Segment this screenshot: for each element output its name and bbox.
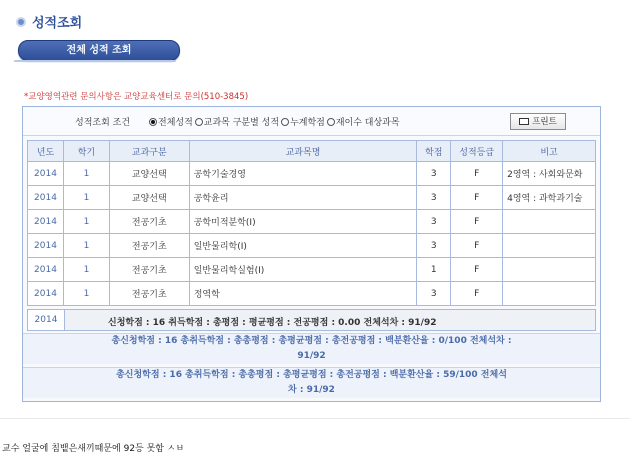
radio-icon[interactable]	[281, 118, 289, 126]
option-cumulative[interactable]: 누계학점	[281, 115, 325, 128]
summary-text: 신청학점 : 16 취득학점 : 총평점 : 평균평점 : 전공평점 : 0.00 전체석차 : 91/92	[108, 318, 437, 328]
col-note: 비고	[503, 141, 596, 162]
radio-icon[interactable]	[195, 118, 203, 126]
radio-icon[interactable]	[149, 118, 157, 126]
table-row: 2014 1 전공기초 일반물리학(I) 3 F	[28, 234, 596, 258]
page-title	[16, 12, 82, 31]
view-all-grades-button[interactable]: 전체 성적 조회	[18, 40, 180, 61]
divider	[0, 418, 630, 419]
page-title-text: 성적조회	[32, 16, 83, 31]
table-row: 2014 1 전공기초 정역학 3 F	[28, 282, 596, 306]
option-by-category[interactable]: 교과목 구분별 성적	[195, 115, 279, 128]
col-year: 년도	[28, 141, 64, 162]
option-retake[interactable]: 재이수 대상과목	[327, 115, 400, 128]
col-category: 교과구분	[109, 141, 189, 162]
col-credits: 학점	[417, 141, 451, 162]
printer-icon	[519, 118, 529, 125]
button-underline	[14, 60, 176, 62]
notice-text: *교양영역관련 문의사항은 교양교육센터로 문의(510-3845)	[24, 92, 249, 102]
col-semester: 학기	[63, 141, 109, 162]
table-row: 2014 1 전공기초 일반물리학실험(I) 1 F	[28, 258, 596, 282]
condition-options	[149, 115, 400, 128]
table-row: 2014 1 교양선택 공학윤리 3 F 4영역 : 과학과기술	[28, 186, 596, 210]
grades-table	[27, 140, 596, 306]
bullet-icon	[16, 17, 26, 27]
total-summary-1: 총신청학점 : 16 총취득학점 : 총총평점 : 총평균평점 : 총전공평점 : 백분환산율 : 0/100 전체석차 : 91/92	[23, 333, 600, 364]
summary-year: 2014	[28, 310, 65, 330]
radio-icon[interactable]	[327, 118, 335, 126]
grades-panel	[22, 106, 601, 402]
table-row: 2014 1 전공기초 공학미적분학(I) 3 F	[28, 210, 596, 234]
semester-summary-row	[27, 309, 596, 331]
print-button[interactable]: 프린트	[510, 113, 566, 130]
total-summary-2: 총신청학점 : 16 총취득학점 : 총총평점 : 총평균평점 : 총전공평점 : 백분환산율 : 59/100 전체석 차 : 91/92	[23, 367, 600, 398]
option-all[interactable]: 전체성적	[149, 115, 193, 128]
caption-text: 교수 얼굴에 침뱉은새끼때문에 92등 못함 ㅅㅂ	[2, 444, 185, 454]
table-row: 2014 1 교양선택 공학기술경영 3 F 2영역 : 사회와문화	[28, 162, 596, 186]
table-header-row	[28, 141, 596, 162]
col-course: 교과목명	[189, 141, 417, 162]
condition-bar	[23, 107, 600, 136]
condition-label: 성적조회 조건	[75, 118, 131, 128]
col-grade: 성적등급	[451, 141, 503, 162]
